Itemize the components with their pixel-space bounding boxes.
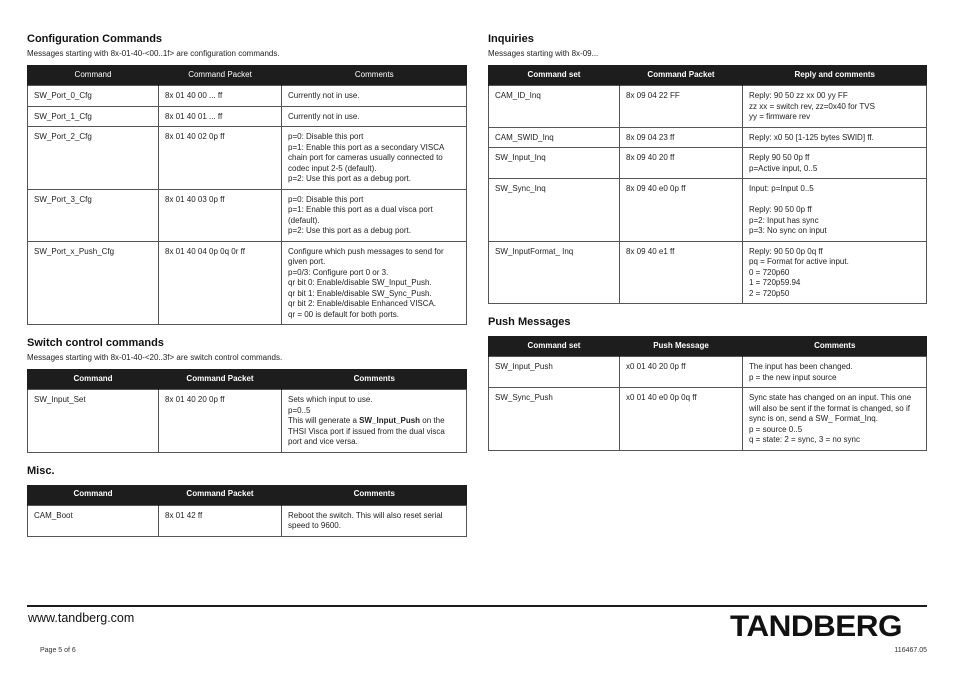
misc-section bbox=[27, 465, 467, 537]
column-header: Command bbox=[28, 369, 159, 390]
footer-divider bbox=[27, 605, 927, 607]
command-cell: SW_Sync_Inq bbox=[489, 179, 620, 242]
comment-cell: Reply 90 50 0p ff p=Active input, 0..5 bbox=[743, 148, 927, 179]
comment-cell bbox=[282, 390, 467, 453]
switch-table bbox=[27, 369, 467, 453]
comment-cell: p=0: Disable this port p=1: Enable this port as a dual visca port (default). p=2: Use this port as a debug port. bbox=[282, 189, 467, 241]
switch-title: Switch control commands bbox=[27, 337, 164, 349]
table-header-row bbox=[489, 336, 927, 357]
table-row bbox=[489, 388, 927, 451]
table-row bbox=[489, 179, 927, 242]
website-link[interactable]: www.tandberg.com bbox=[28, 611, 135, 625]
misc-title: Misc. bbox=[27, 464, 55, 477]
left-column bbox=[27, 33, 467, 537]
column-header: Command Packet bbox=[159, 65, 282, 86]
config-title: Configuration Commands bbox=[27, 33, 163, 45]
table-row bbox=[489, 86, 927, 128]
table-row bbox=[28, 127, 467, 190]
command-cell: SW_InputFormat_ Inq bbox=[489, 241, 620, 304]
table-row bbox=[28, 86, 467, 107]
inquiries-subtitle: Messages starting with 8x-09... bbox=[488, 49, 599, 58]
column-header: Command Packet bbox=[159, 369, 282, 390]
switch-section bbox=[27, 337, 467, 453]
table-row bbox=[489, 127, 927, 148]
comment-cell: Configure which push messages to send for given port. p=0/3: Configure port 0 or 3. qr bit 0: Enable/disable SW_Input_Push. qr bit 1: Enable/disable SW_Sync_Push. qr bit 2: Enable/disable Enhanced VISCA. qr = 00 is default for both ports. bbox=[282, 241, 467, 325]
push-section bbox=[488, 316, 927, 451]
table-row bbox=[489, 241, 927, 304]
packet-cell: 8x 01 40 02 0p ff bbox=[159, 127, 282, 190]
document-number: 116467.05 bbox=[894, 647, 927, 654]
table-header-row bbox=[28, 485, 467, 506]
packet-cell: 8x 01 40 03 0p ff bbox=[159, 189, 282, 241]
comment-bold-text: SW_Input_Push bbox=[359, 416, 421, 425]
command-cell: SW_Port_2_Cfg bbox=[28, 127, 159, 190]
command-cell: SW_Port_3_Cfg bbox=[28, 189, 159, 241]
table-header-row bbox=[28, 65, 467, 86]
push-title: Push Messages bbox=[488, 316, 571, 328]
comment-cell: Sync state has changed on an input. This one will also be sent if the format is changed, so if sync is on, send a SW_ Format_Inq. p = source 0..5 q = state: 2 = sync, 3 = no sync bbox=[743, 388, 927, 451]
command-cell: SW_Port_x_Push_Cfg bbox=[28, 241, 159, 325]
packet-cell: 8x 01 42 ff bbox=[159, 505, 282, 536]
packet-cell: 8x 09 40 e0 0p ff bbox=[620, 179, 743, 242]
comment-cell: Reply: 90 50 zz xx 00 yy FF zz xx = switch rev, zz=0x40 for TVS yy = firmware rev bbox=[743, 86, 927, 128]
tandberg-logo: TANDBERG bbox=[730, 610, 902, 643]
table-row bbox=[28, 390, 467, 453]
table-row bbox=[28, 241, 467, 325]
column-header: Command bbox=[28, 485, 159, 506]
comment-cell: Reply: x0 50 [1-125 bytes SWID] ff. bbox=[743, 127, 927, 148]
table-header-row bbox=[489, 65, 927, 86]
config-subtitle: Messages starting with 8x-01-40-<00..1f> are configuration commands. bbox=[27, 49, 280, 58]
table-row bbox=[28, 505, 467, 536]
comment-cell: Reply: 90 50 0p 0q ff pq = Format for active input. 0 = 720p60 1 = 720p59.94 2 = 720p50 bbox=[743, 241, 927, 304]
table-row bbox=[28, 189, 467, 241]
page-number: Page 5 of 6 bbox=[40, 647, 76, 654]
command-cell: SW_Port_0_Cfg bbox=[28, 86, 159, 107]
switch-subtitle: Messages starting with 8x-01-40-<20..3f> are switch control commands. bbox=[27, 353, 283, 362]
command-cell: CAM_ID_Inq bbox=[489, 86, 620, 128]
comment-text: on the THSI Visca port if issued from the dual visca port and vice versa. bbox=[288, 416, 445, 446]
comment-cell: The input has been changed. p = the new input source bbox=[743, 357, 927, 388]
comment-cell: Currently not in use. bbox=[282, 86, 467, 107]
packet-cell: 8x 01 40 20 0p ff bbox=[159, 390, 282, 453]
column-header: Command set bbox=[489, 65, 620, 86]
inquiries-table bbox=[488, 65, 927, 304]
column-header: Command bbox=[28, 65, 159, 86]
column-header: Command Packet bbox=[620, 65, 743, 86]
packet-cell: 8x 09 40 e1 ff bbox=[620, 241, 743, 304]
packet-cell: 8x 01 40 04 0p 0q 0r ff bbox=[159, 241, 282, 325]
comment-text: Sets which input to use. p=0..5 This will generate a bbox=[288, 395, 373, 425]
command-cell: SW_Input_Inq bbox=[489, 148, 620, 179]
packet-cell: 8x 09 04 23 ff bbox=[620, 127, 743, 148]
push-table bbox=[488, 336, 927, 451]
inquiries-title: Inquiries bbox=[488, 33, 534, 45]
column-header: Comments bbox=[743, 336, 927, 357]
packet-cell: 8x 09 04 22 FF bbox=[620, 86, 743, 128]
command-cell: SW_Input_Set bbox=[28, 390, 159, 453]
table-row bbox=[28, 106, 467, 127]
column-header: Push Message bbox=[620, 336, 743, 357]
packet-cell: 8x 09 40 20 ff bbox=[620, 148, 743, 179]
comment-cell: Currently not in use. bbox=[282, 106, 467, 127]
comment-cell: p=0: Disable this port p=1: Enable this port as a secondary VISCA chain port for cameras usually connected to codec input 2-5 (default). p=2: Use this port as a debug port. bbox=[282, 127, 467, 190]
command-cell: SW_Sync_Push bbox=[489, 388, 620, 451]
right-column bbox=[488, 33, 927, 451]
packet-cell: x0 01 40 e0 0p 0q ff bbox=[620, 388, 743, 451]
table-row bbox=[489, 357, 927, 388]
comment-cell: Reboot the switch. This will also reset serial speed to 9600. bbox=[282, 505, 467, 536]
config-section bbox=[27, 33, 467, 325]
command-cell: CAM_SWID_Inq bbox=[489, 127, 620, 148]
table-row bbox=[489, 148, 927, 179]
inquiries-section bbox=[488, 33, 927, 304]
column-header: Comments bbox=[282, 485, 467, 506]
column-header: Comments bbox=[282, 369, 467, 390]
misc-table bbox=[27, 485, 467, 537]
comment-cell: Input: p=Input 0..5 Reply: 90 50 0p ff p=2: Input has sync p=3: No sync on input bbox=[743, 179, 927, 242]
packet-cell: x0 01 40 20 0p ff bbox=[620, 357, 743, 388]
command-cell: CAM_Boot bbox=[28, 505, 159, 536]
column-header: Command Packet bbox=[159, 485, 282, 506]
column-header: Command set bbox=[489, 336, 620, 357]
table-header-row bbox=[28, 369, 467, 390]
config-table bbox=[27, 65, 467, 325]
column-header: Reply and comments bbox=[743, 65, 927, 86]
command-cell: SW_Input_Push bbox=[489, 357, 620, 388]
column-header: Comments bbox=[282, 65, 467, 86]
command-cell: SW_Port_1_Cfg bbox=[28, 106, 159, 127]
packet-cell: 8x 01 40 01 ... ff bbox=[159, 106, 282, 127]
packet-cell: 8x 01 40 00 ... ff bbox=[159, 86, 282, 107]
